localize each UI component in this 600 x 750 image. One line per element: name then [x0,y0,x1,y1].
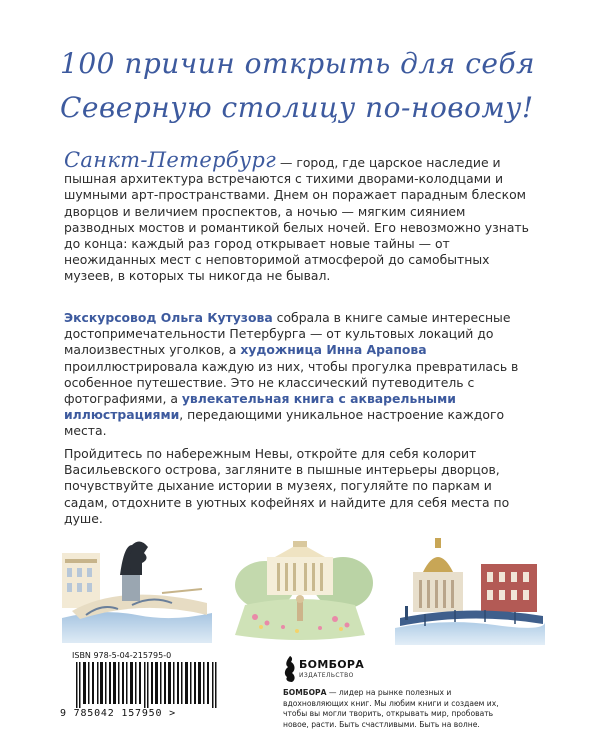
book-format-highlight: увлекательная книга с акварельными иллюстрациями [64,391,456,423]
headline-line-2: Северную столицу по-новому! [60,91,534,124]
headline-line-1: 100 причин открыть для себя [60,47,536,80]
publisher-sub: ИЗДАТЕЛЬСТВО [299,672,354,679]
invitation-paragraph: Пройдитесь по набережным Невы, откройте для себя колорит Васильевского острова, загляните в пышные интерьеры дворцов, почувствуйте дыхание истории в музеях, погуляйте по паркам и садам, отдохните в уютных кофейнях и найдите для себя места по душе. [64,446,510,526]
publisher-blurb-name: БОМБОРА [283,688,327,697]
city-name-lead: Санкт-Петербург [64,148,277,172]
guide-author-highlight: Экскурсовод Ольга Кутузова [64,310,273,325]
isbn-label: ISBN 978-5-04-215795-0 [72,651,172,660]
bombora-logo-icon [283,655,297,683]
publisher-name: БОМБОРА [299,658,365,671]
authors-text-2: проиллюстрировала каждую из них, чтобы прогулка превратилась в особенное путешествие. Это не классический путеводитель с фотографиями, а [64,358,519,407]
authors-text-3: , передающими уникальное настроение каждого места. [64,407,505,439]
publisher-blurb [283,688,513,730]
barcode-icon [68,662,228,708]
horse-statue-bridge-illustration [62,523,212,643]
authors-paragraph [64,310,534,440]
intro-text: — город, где царское наследие и пышная архитектура встречаются с тихими дворами-колодцами и шумными арт-пространствами. Днем он поражает парадным блеском дворцов и величием проспектов, а ночью — мягким сиянием разводных мостов и романтикой белых ночей. Его невозможно узнать до конца: каждый раз город открывает новые тайны — от неожиданных мест с неповторимой атмосферой до самобытных музеев, в которых ты никогда не бывал. [64,155,529,284]
barcode-digits: 9 785042 157950 > [60,708,176,719]
publisher-blurb-text: — лидер на рынке полезных и вдохновляющих книг. Мы любим книги и создаем их, чтобы вы могли творить, открывать мир, пробовать новое, расти. Быть счастливыми. Быть на волне. [283,688,499,729]
headline [60,42,580,130]
illustrator-highlight: художница Инна Арапова [240,342,427,358]
barcode-block [60,650,240,722]
intro-paragraph [64,148,534,285]
authors-text-1: собрала в книге самые интересные достопримечательности Петербурга — от культовых локаций до малоизвестных уголков, а [64,310,511,358]
publisher-logo [283,655,383,685]
cathedral-bridge-illustration [395,530,545,645]
theatre-garden-illustration [225,535,375,645]
